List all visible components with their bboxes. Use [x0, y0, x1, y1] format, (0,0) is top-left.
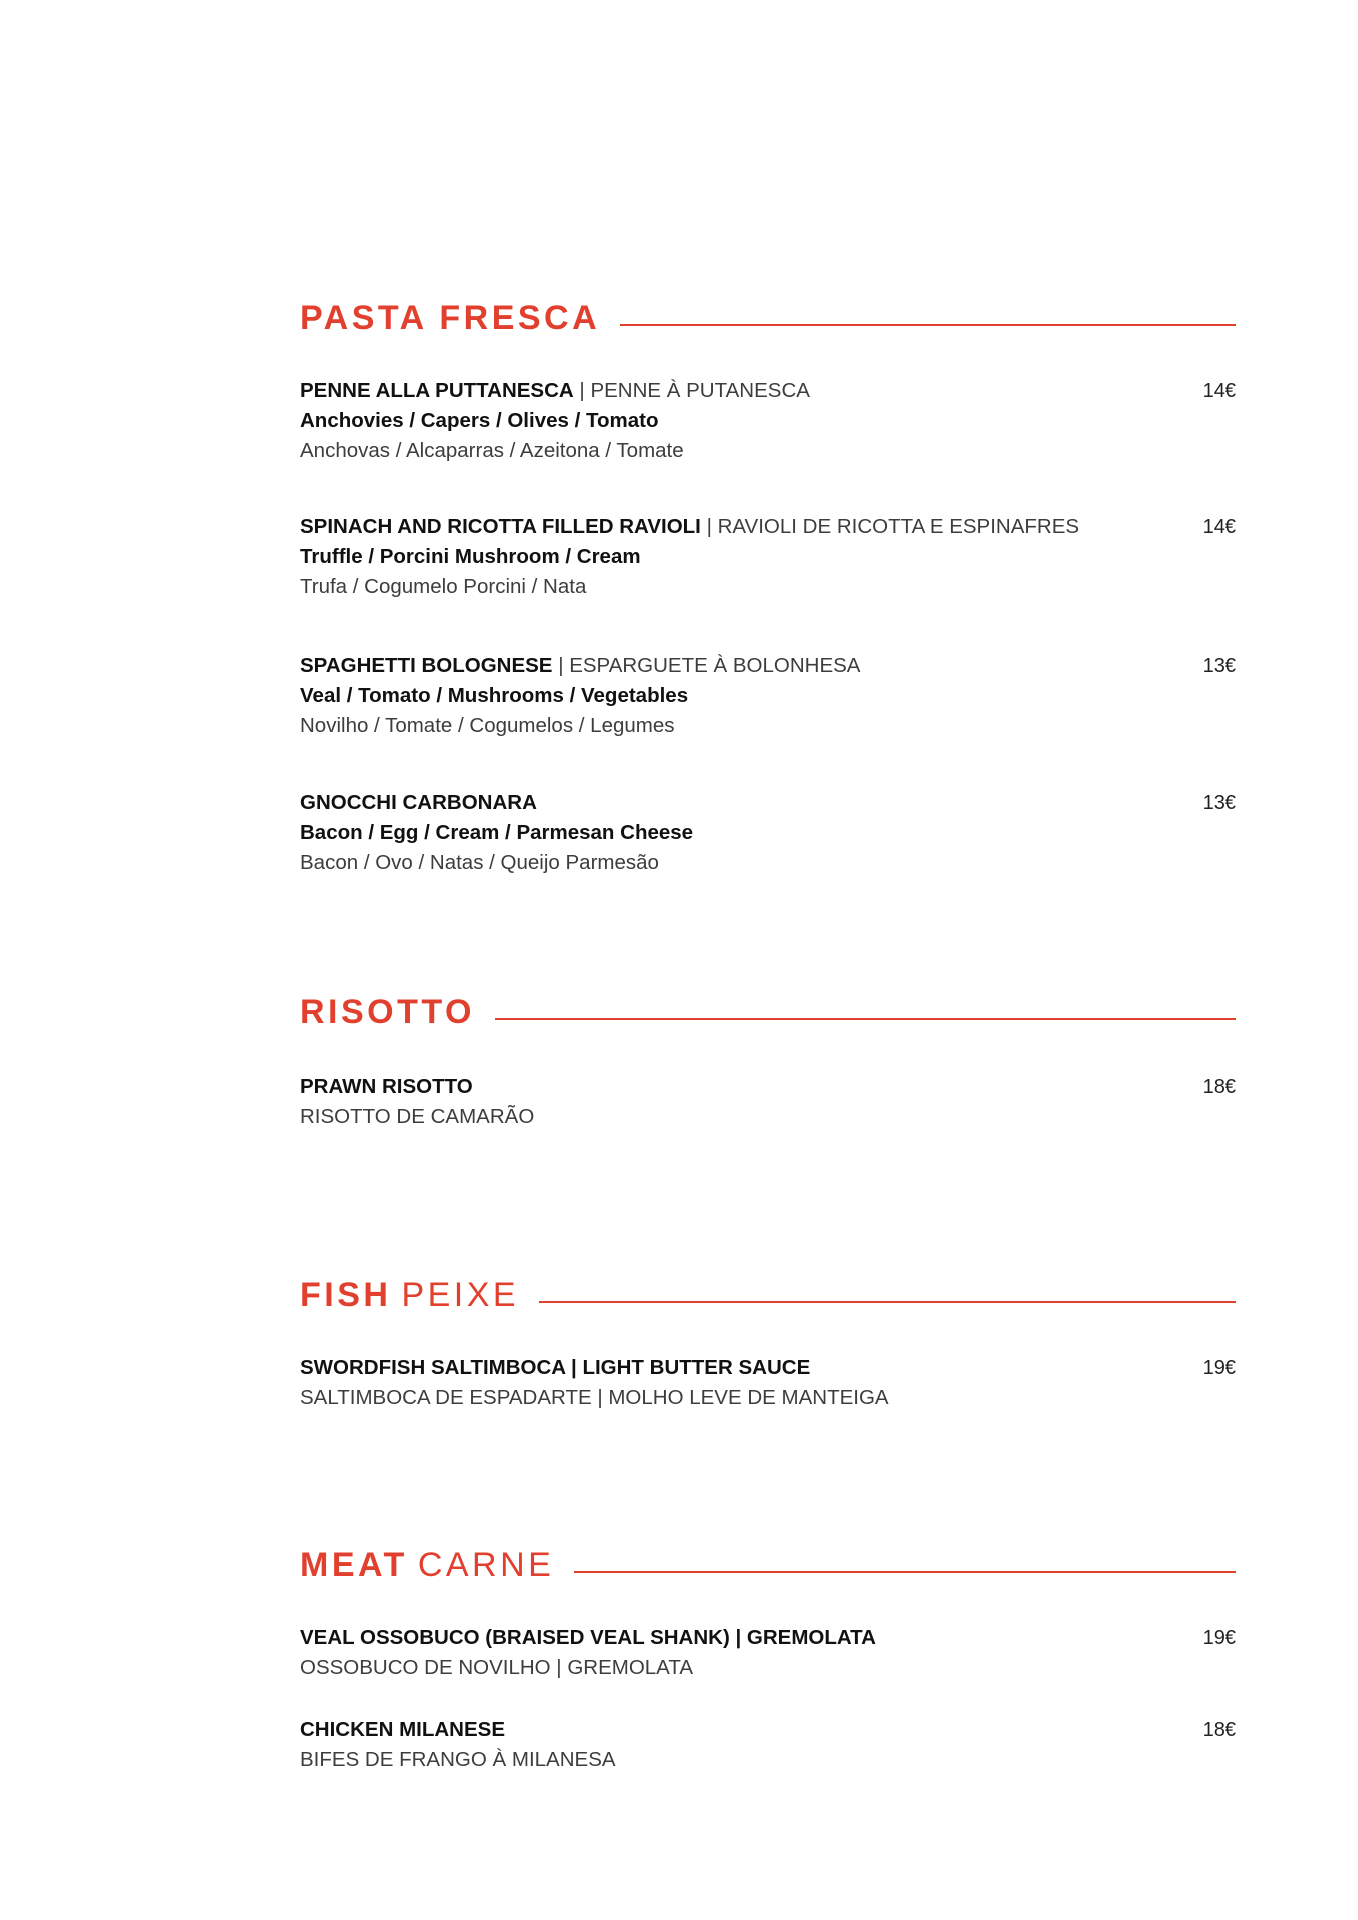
item-name-pt: | RAVIOLI DE RICOTTA E ESPINAFRES: [706, 515, 1080, 538]
item-name-en: SWORDFISH SALTIMBOCA | LIGHT BUTTER SAUCE: [300, 1356, 811, 1379]
menu-item: [300, 1353, 1236, 1413]
item-ingredients-en: Truffle / Porcini Mushroom / Cream: [300, 545, 641, 568]
item-title: [300, 1715, 1236, 1745]
menu-item: [300, 788, 1236, 878]
section-header: [300, 990, 1236, 1034]
item-price: 13€: [1202, 655, 1236, 677]
section-header: [300, 296, 1236, 340]
section-title-light: CARNE: [417, 1546, 555, 1584]
item-name-en: SPAGHETTI BOLOGNESE: [300, 654, 553, 677]
item-price: 19€: [1202, 1357, 1236, 1379]
section-divider: [539, 1301, 1236, 1303]
item-name-en: GNOCCHI CARBONARA: [300, 791, 537, 814]
section-divider: [574, 1571, 1236, 1573]
section-meat: [300, 1543, 1236, 1771]
item-subtitle: BIFES DE FRANGO À MILANESA: [300, 1748, 616, 1771]
item-title: [300, 1072, 1236, 1102]
item-name-en: PRAWN RISOTTO: [300, 1075, 473, 1098]
item-ingredients-en: Veal / Tomato / Mushrooms / Vegetables: [300, 684, 689, 707]
item-ingredients-pt: Trufa / Cogumelo Porcini / Nata: [300, 575, 587, 598]
item-price: 18€: [1202, 1076, 1236, 1098]
section-pasta-fresca: [300, 296, 1236, 874]
menu-item: [300, 1072, 1236, 1132]
item-subtitle: OSSOBUCO DE NOVILHO | GREMOLATA: [300, 1656, 693, 1679]
section-title-bold: MEAT: [300, 1546, 408, 1584]
section-risotto: [300, 990, 1236, 1128]
item-price: 14€: [1202, 516, 1236, 538]
item-name-en: VEAL OSSOBUCO (BRAISED VEAL SHANK) | GREMOLATA: [300, 1626, 876, 1649]
item-ingredients-pt: Novilho / Tomate / Cogumelos / Legumes: [300, 714, 675, 737]
item-name-en: SPINACH AND RICOTTA FILLED RAVIOLI: [300, 515, 701, 538]
section-title: [300, 995, 475, 1029]
section-divider: [620, 324, 1236, 326]
item-name-pt: | PENNE À PUTANESCA: [579, 379, 810, 402]
section-divider: [495, 1018, 1236, 1020]
section-header: [300, 1543, 1236, 1587]
menu-item: [300, 1623, 1236, 1683]
item-title: [300, 376, 1236, 406]
section-header: [300, 1273, 1236, 1317]
item-title: [300, 1623, 1236, 1653]
item-title: [300, 1353, 1236, 1383]
item-subtitle: RISOTTO DE CAMARÃO: [300, 1105, 535, 1128]
item-name-en: PENNE ALLA PUTTANESCA: [300, 379, 574, 402]
item-title: [300, 512, 1236, 542]
item-title: [300, 651, 1236, 681]
item-price: 14€: [1202, 380, 1236, 402]
item-name-en: CHICKEN MILANESE: [300, 1718, 506, 1741]
section-title-bold: RISOTTO: [300, 993, 475, 1031]
section-title-bold: PASTA FRESCA: [300, 299, 601, 337]
item-subtitle: SALTIMBOCA DE ESPADARTE | MOLHO LEVE DE MANTEIGA: [300, 1386, 889, 1409]
section-title-light: PEIXE: [401, 1276, 520, 1314]
menu-item: [300, 1715, 1236, 1775]
section-title: [300, 1548, 554, 1582]
menu-item: [300, 651, 1236, 741]
section-title: [300, 1278, 519, 1312]
section-title: [300, 301, 600, 335]
item-name-pt: | ESPARGUETE À BOLONHESA: [558, 654, 861, 677]
item-title: [300, 788, 1236, 818]
item-price: 19€: [1202, 1627, 1236, 1649]
item-ingredients-en: Bacon / Egg / Cream / Parmesan Cheese: [300, 821, 694, 844]
item-ingredients-pt: Bacon / Ovo / Natas / Queijo Parmesão: [300, 851, 659, 874]
item-price: 13€: [1202, 792, 1236, 814]
item-ingredients-en: Anchovies / Capers / Olives / Tomato: [300, 409, 659, 432]
item-price: 18€: [1202, 1719, 1236, 1741]
item-ingredients-pt: Anchovas / Alcaparras / Azeitona / Tomate: [300, 439, 684, 462]
section-title-bold: FISH: [300, 1276, 392, 1314]
menu-item: [300, 512, 1236, 602]
section-fish: [300, 1273, 1236, 1409]
menu-item: [300, 376, 1236, 466]
